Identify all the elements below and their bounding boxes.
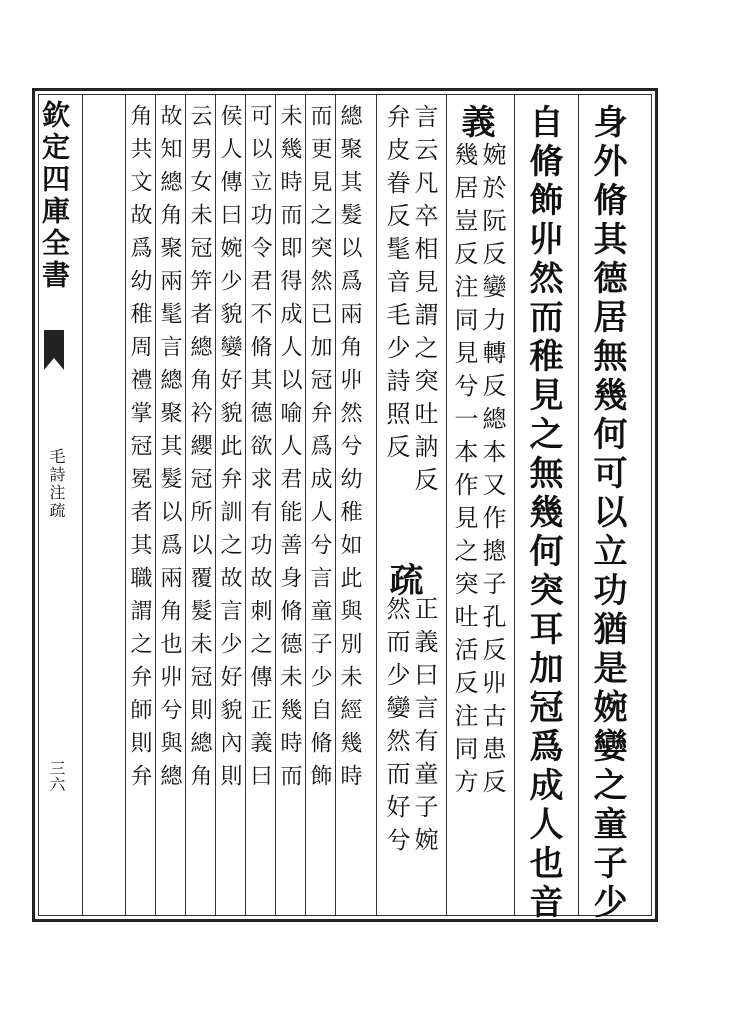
column-rule <box>245 94 246 916</box>
column-rule <box>275 94 276 916</box>
commentary-column: 云男女未冠笄者總角衿纓冠所以覆髮未冠則總角 <box>187 104 212 797</box>
commentary-column: 總聚其髮以爲兩角丱然兮幼稚如此與別未經幾時 <box>337 104 362 797</box>
commentary-column: 角共文故爲幼稚周禮掌冠冕者其職謂之弁師則弁 <box>127 104 152 797</box>
column-rule <box>305 94 306 916</box>
column-rule <box>125 94 126 916</box>
commentary-column: 幾居豈反注同見兮一本作見之突吐活反注同方 <box>450 142 478 802</box>
main-text-column: 身外脩其德居無幾何可以立功猶是婉孌之童子少 <box>587 104 627 923</box>
margin-rule <box>82 94 83 916</box>
fish-tail-mark-icon <box>44 330 64 370</box>
main-text-column: 自脩飾丱然而稚見之無幾何突耳加冠爲成人也音 <box>523 104 563 923</box>
book-title: 毛詩注疏 <box>47 448 66 520</box>
column-rule <box>335 94 336 916</box>
commentary-column: 言云凡卒相見謂之突吐訥反 <box>410 104 438 500</box>
commentary-column: 弁皮眷反髦音毛少詩照反 <box>382 104 410 467</box>
commentary-column: 故知總角聚兩髦言總聚其髮以爲兩角也丱兮與總 <box>157 104 182 797</box>
collection-title: 欽定四庫全書 <box>38 100 71 292</box>
column-rule <box>155 94 156 916</box>
column-rule <box>446 94 447 916</box>
page-number: 三六 <box>47 760 66 792</box>
column-rule <box>578 94 579 916</box>
commentary-column: 而更見之突然已加冠弁爲成人兮言童子少自脩飾 <box>307 104 332 797</box>
commentary-column: 侯人傳曰婉少貌孌好貌此弁訓之故言少好貌內則 <box>217 104 242 797</box>
commentary-column: 未幾時而即得成人以喻人君能善身脩德未幾時而 <box>277 104 302 797</box>
commentary-column: 正義曰言有童子婉 <box>410 596 438 860</box>
main-text-column: 義 <box>455 104 495 143</box>
commentary-column: 可以立功令君不脩其德欲求有功故刺之傳正義曰 <box>247 104 272 797</box>
column-rule <box>215 94 216 916</box>
column-rule <box>185 94 186 916</box>
commentary-column: 婉於阮反孌力轉反總本又作摠子孔反丱古患反 <box>478 142 506 802</box>
column-rule <box>514 94 515 916</box>
commentary-column: 然而少孌然而好兮 <box>382 596 410 860</box>
section-marker-shu: 疏 <box>383 562 423 601</box>
column-rule <box>376 94 377 916</box>
